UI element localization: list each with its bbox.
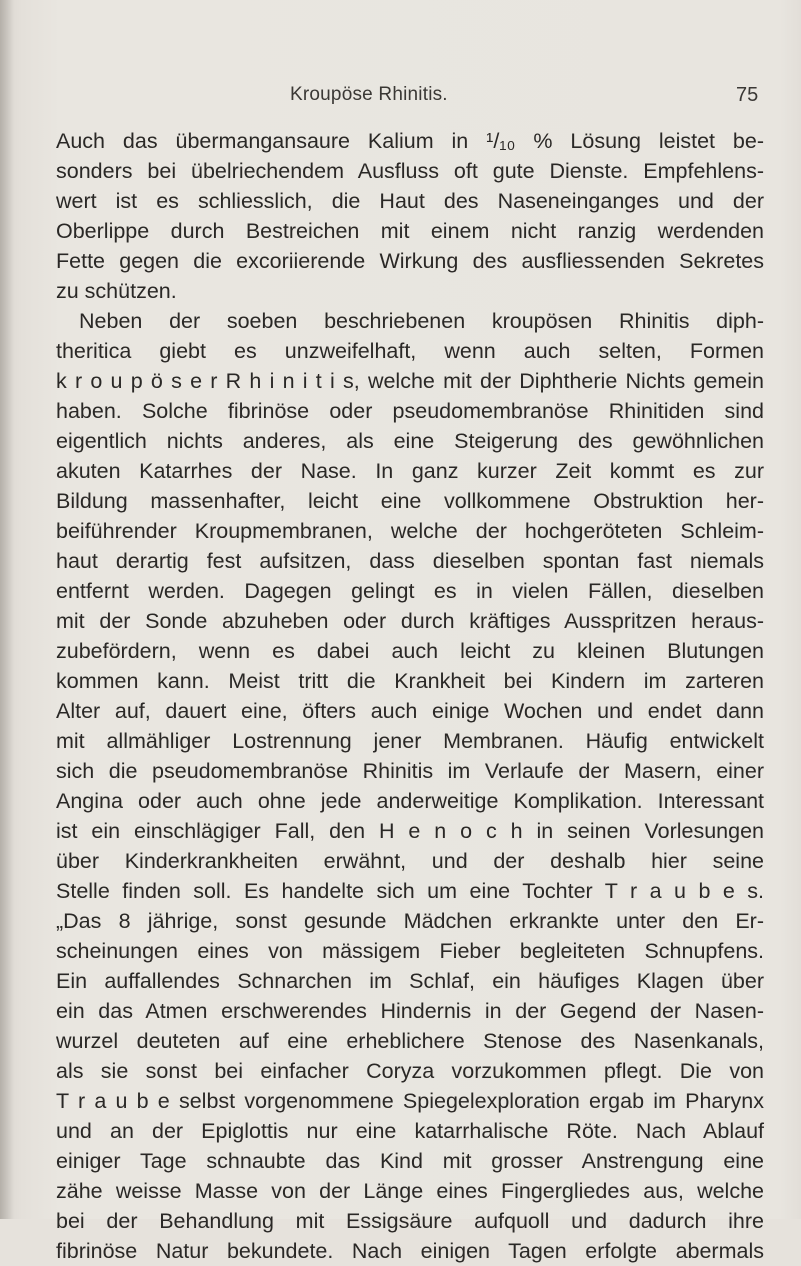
page-header — [0, 84, 801, 114]
text-line: theritica giebt es unzweifelhaft, wenn auch selten, Formen — [56, 339, 764, 363]
text-line: scheinungen eines von mässigem Fieber begleiteten Schnupfens. — [56, 939, 764, 963]
text-line: haben. Solche fibrinöse oder pseudomembranöse Rhinitiden sind — [56, 399, 764, 423]
text-line: über Kinderkrankheiten erwähnt, und der deshalb hier seine — [56, 849, 764, 873]
text-line: fibrinöse Natur bekundete. Nach einigen Tagen erfolgte abermals — [56, 1239, 764, 1263]
text-line: wurzel deuteten auf eine erheblichere Stenose des Nasenkanals, — [56, 1029, 764, 1053]
text-line: Fette gegen die excoriierende Wirkung des ausfliessenden Sekretes — [56, 249, 764, 273]
running-title: Kroupöse Rhinitis. — [290, 84, 448, 105]
text-line: T r a u b e selbst vorgenommene Spiegelexploration ergab im Pharynx — [56, 1089, 764, 1113]
text-line: mit der Sonde abzuheben oder durch kräftiges Ausspritzen heraus- — [56, 609, 764, 633]
text-line: k r o u p ö s e r R h i n i t i s, welche mit der Diphtherie Nichts gemein — [56, 369, 764, 393]
text-line: einiger Tage schnaubte das Kind mit grosser Anstrengung eine — [56, 1149, 764, 1173]
text-line: kommen kann. Meist tritt die Krankheit bei Kindern im zarteren — [56, 669, 764, 693]
text-line: Auch das übermangansaure Kalium in ¹/₁₀ % Lösung leistet be- — [56, 129, 764, 153]
text-line: haut derartig fest aufsitzen, dass dieselben spontan fast niemals — [56, 549, 764, 573]
text-line: Bildung massenhafter, leicht eine vollkommene Obstruktion her- — [56, 489, 764, 513]
text-line: ein das Atmen erschwerendes Hindernis in der Gegend der Nasen- — [56, 999, 764, 1023]
text-line: ist ein einschlägiger Fall, den H e n o c h in seinen Vorlesungen — [56, 819, 764, 843]
body-text — [56, 126, 764, 1266]
text-line: Angina oder auch ohne jede anderweitige Komplikation. Interessant — [56, 789, 764, 813]
text-line: zu schützen. — [56, 279, 177, 303]
text-line: sonders bei übelriechendem Ausfluss oft gute Dienste. Empfehlens- — [56, 159, 764, 183]
page-number: 75 — [736, 84, 759, 106]
text-line: Ein auffallendes Schnarchen im Schlaf, ein häufiges Klagen über — [56, 969, 764, 993]
text-line: beiführender Kroupmembranen, welche der hochgeröteten Schleim- — [56, 519, 764, 543]
text-line: entfernt werden. Dagegen gelingt es in vielen Fällen, dieselben — [56, 579, 764, 603]
text-line: zubefördern, wenn es dabei auch leicht zu kleinen Blutungen — [56, 639, 764, 663]
text-line: eigentlich nichts anderes, als eine Steigerung des gewöhnlichen — [56, 429, 764, 453]
text-line: sich die pseudomembranöse Rhinitis im Verlaufe der Masern, einer — [56, 759, 764, 783]
text-line: Oberlippe durch Bestreichen mit einem nicht ranzig werdenden — [56, 219, 764, 243]
text-line: akuten Katarrhes der Nase. In ganz kurzer Zeit kommt es zur — [56, 459, 764, 483]
text-line: Stelle finden soll. Es handelte sich um eine Tochter T r a u b e s. — [56, 879, 764, 903]
text-line: Neben der soeben beschriebenen kroupösen Rhinitis diph- — [79, 309, 764, 333]
text-line: Alter auf, dauert eine, öfters auch einige Wochen und endet dann — [56, 699, 764, 723]
page-spine-shadow — [0, 0, 14, 1219]
text-line: bei der Behandlung mit Essigsäure aufquoll und dadurch ihre — [56, 1209, 764, 1233]
text-line: und an der Epiglottis nur eine katarrhalische Röte. Nach Ablauf — [56, 1119, 764, 1143]
text-line: „Das 8 jährige, sonst gesunde Mädchen erkrankte unter den Er- — [56, 909, 764, 933]
text-line: als sie sonst bei einfacher Coryza vorzukommen pflegt. Die von — [56, 1059, 764, 1083]
text-line: mit allmähliger Lostrennung jener Membranen. Häufig entwickelt — [56, 729, 764, 753]
text-line: zähe weisse Masse von der Länge eines Fingergliedes aus, welche — [56, 1179, 764, 1203]
text-line: wert ist es schliesslich, die Haut des Naseneinganges und der — [56, 189, 764, 213]
